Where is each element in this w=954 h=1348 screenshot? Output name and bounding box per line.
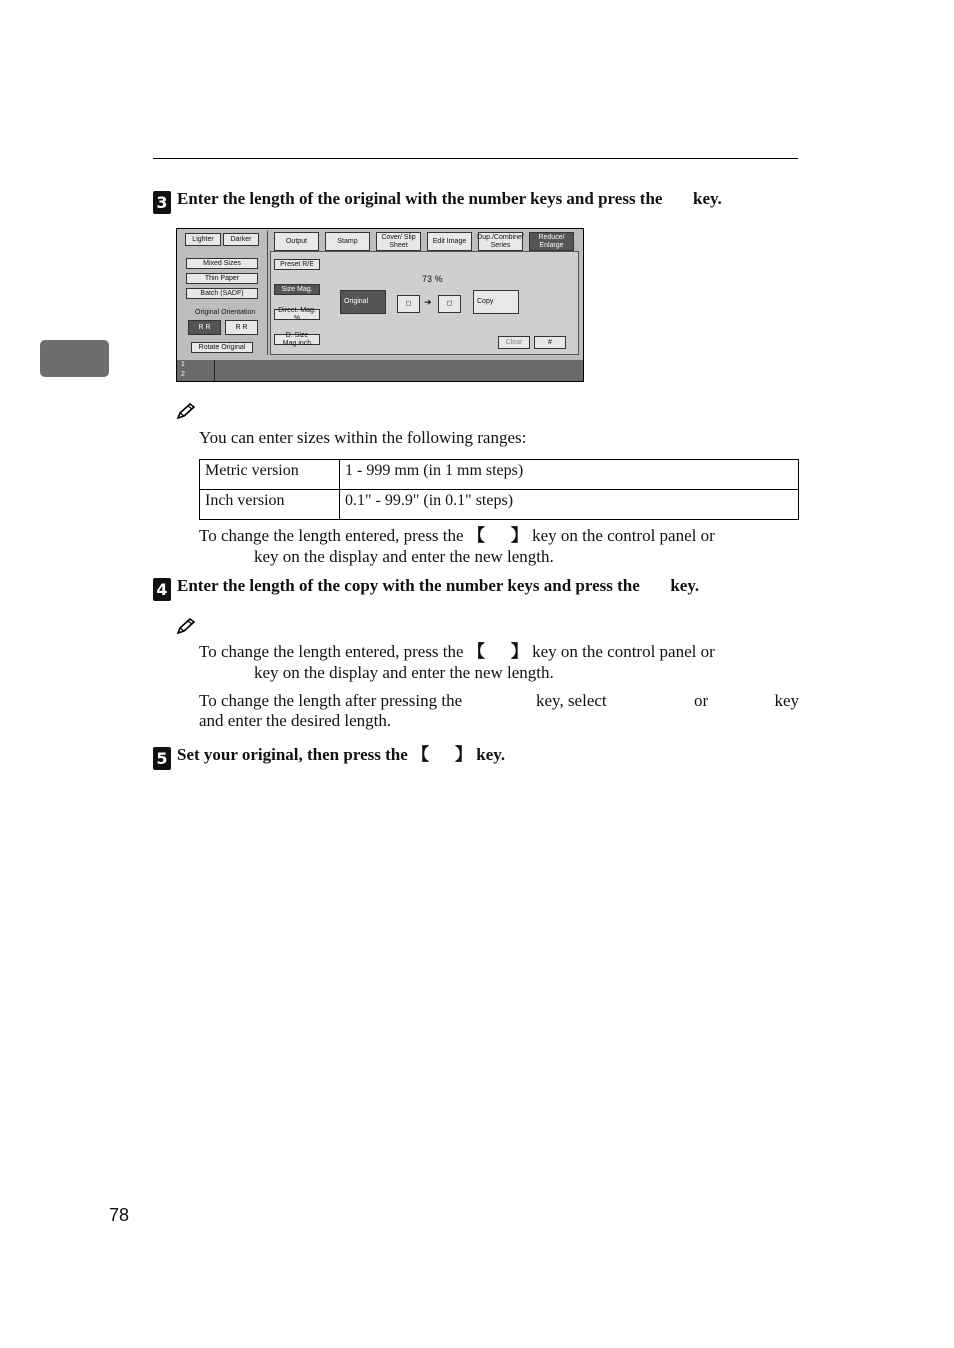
range-label: Inch version (200, 490, 340, 520)
original-size-icon: ◻ (397, 295, 420, 313)
tab-stamp[interactable]: Stamp (325, 232, 370, 251)
step-text-end: key. (666, 576, 700, 595)
tab-output[interactable]: Output (274, 232, 319, 251)
note2-change-line2: key on the display and enter the new length. (254, 663, 554, 682)
darker-button[interactable]: Darker (223, 233, 259, 246)
tab-reduce-enlarge[interactable]: Reduce/ Enlarge (529, 232, 574, 251)
chapter-tab (40, 340, 109, 377)
lighter-button[interactable]: Lighter (185, 233, 221, 246)
copy-field[interactable]: Copy (473, 290, 519, 314)
direct-mag-button[interactable]: Direct. Mag. % (274, 309, 320, 320)
page-number: 78 (109, 1205, 130, 1225)
step-text: Enter the length of the copy with the number keys and press the (177, 576, 645, 595)
table-row (200, 460, 799, 490)
note1-change-line2: key on the display and enter the new length. (254, 547, 554, 566)
step-5: 5 Set your original, then press the 【 】 key. (153, 740, 505, 770)
status-line-1: 1 (181, 361, 185, 368)
step-text: Enter the length of the original with the number keys and press the (177, 189, 667, 208)
tab-edit-image[interactable]: Edit Image (427, 232, 472, 251)
preset-re-button[interactable]: Preset R/E (274, 259, 320, 270)
note2-after-line2: and enter the desired length. (199, 711, 392, 730)
header-rule (153, 158, 798, 159)
pencil-icon (176, 618, 196, 635)
clear-button[interactable]: Clear (498, 336, 530, 349)
status-line-2: 2 (181, 371, 185, 378)
note-intro: You can enter sizes within the following ranges: (199, 428, 527, 447)
orientation-landscape-button[interactable]: R R (225, 320, 258, 335)
range-value: 0.1" - 99.9" (in 0.1" steps) (340, 490, 799, 520)
step-text-end: key. (688, 189, 722, 208)
step-number: 3 (153, 191, 171, 214)
ratio-display: 73 % (422, 274, 443, 284)
step-text: Set your original, then press the (177, 745, 413, 764)
dir-size-mag-button[interactable]: D. Size Mag.inch (274, 334, 320, 345)
range-value: 1 - 999 mm (in 1 mm steps) (340, 460, 799, 490)
step-text-end: key. (472, 745, 506, 764)
batch-button[interactable]: Batch (SADF) (186, 288, 258, 299)
original-field[interactable]: Original (340, 290, 386, 314)
rotate-original-button[interactable]: Rotate Original (191, 342, 253, 353)
size-mag-button[interactable]: Size Mag. (274, 284, 320, 295)
orientation-label: Original Orientation (195, 309, 256, 316)
range-label: Metric version (200, 460, 340, 490)
tab-cover[interactable]: Cover/ Slip Sheet (376, 232, 421, 251)
ranges-table (199, 459, 799, 520)
step-3 (153, 189, 722, 214)
right-arrow-icon: ➔ (424, 297, 432, 307)
note1-change-line1: To change the length entered, press the 【 】 key on the control panel or (199, 526, 715, 546)
thin-paper-button[interactable]: Thin Paper (186, 273, 258, 284)
step-number: 4 (153, 578, 171, 601)
note2-change-line1: To change the length entered, press the 【 】 key on the control panel or (199, 642, 715, 662)
mixed-sizes-button[interactable]: Mixed Sizes (186, 258, 258, 269)
table-row (200, 490, 799, 520)
pencil-icon (176, 403, 196, 420)
tab-dup-combine[interactable]: Dup./Combine/ Series (478, 232, 523, 251)
copy-size-icon: ◻ (438, 295, 461, 313)
step-number: 5 (153, 747, 171, 770)
orientation-portrait-button[interactable]: R R (188, 320, 221, 335)
hash-button[interactable]: # (534, 336, 566, 349)
step-4 (153, 576, 699, 601)
copier-screen (176, 228, 584, 382)
